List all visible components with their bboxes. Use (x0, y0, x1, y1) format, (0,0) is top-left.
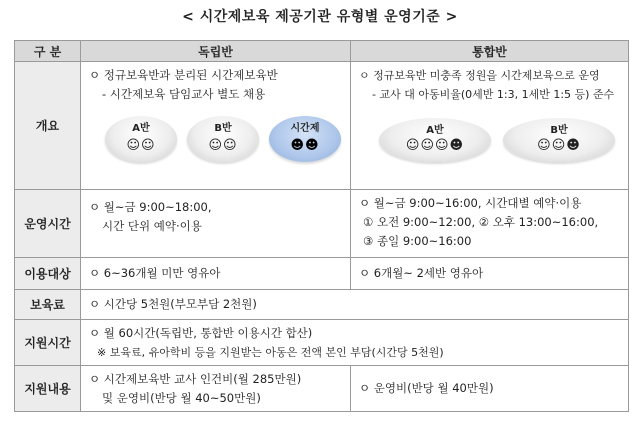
support-hours-cell (81, 320, 629, 366)
child-icons: ☻☻ (290, 138, 320, 153)
target-independent-cell (81, 258, 351, 290)
page-title: < 시간제보육 제공기관 유형별 운영기준 > (182, 9, 458, 25)
row-label-target: 이용대상 (15, 258, 81, 290)
overview-integrated-line2: - 교사 대 아동비율(0세반 1:3, 1세반 1:5 등) 준수 (372, 88, 615, 101)
class-group-label: 시간제 (290, 123, 320, 134)
criteria-table (14, 40, 629, 412)
child-icons: ☺☺☺☻ (405, 138, 465, 153)
class-group-label: B반 (550, 125, 568, 136)
overview-integrated-line1: ㅇ 정규보육반 미충족 정원을 시간제보육으로 운영 (359, 69, 600, 82)
row-label-support-content: 지원내용 (15, 366, 81, 412)
hours-integrated-line3: ③ 종일 9:00~16:00 (363, 234, 472, 248)
row-support-hours (15, 320, 629, 366)
support-content-independent-line2: 및 운영비(반당 월 40~50만원) (102, 391, 261, 405)
hours-integrated-line1: ㅇ 월~금 9:00~16:00, 시간대별 예약·이용 (359, 196, 582, 210)
row-label-hours: 운영시간 (15, 190, 81, 258)
header-independent: 독립반 (81, 41, 351, 62)
support-hours-note: ※ 보육료, 유아학비 등을 지원받는 아동은 전액 본인 부담(시간당 5천원) (97, 346, 444, 359)
child-icons: ☺☺ (208, 138, 238, 153)
class-group-time-based (269, 116, 341, 162)
row-label-support-hours: 지원시간 (15, 320, 81, 366)
target-integrated-text: ㅇ 6개월~ 2세반 영유아 (359, 266, 484, 280)
hours-integrated-cell (351, 190, 629, 258)
class-group-b (503, 118, 615, 162)
fee-text: ㅇ 시간당 5천원(부모부담 2천원) (89, 297, 257, 311)
row-label-fee: 보육료 (15, 290, 81, 320)
overview-independent-cell (81, 62, 351, 190)
overview-independent-line2: - 시간제보육 담임교사 별도 채용 (102, 87, 266, 101)
hours-integrated-line2: ① 오전 9:00~12:00, ② 오후 13:00~16:00, (363, 215, 599, 229)
child-icons: ☺☺ (126, 138, 156, 153)
row-hours (15, 190, 629, 258)
support-content-independent-line1: ㅇ 시간제보육반 교사 인건비(월 285만원) (89, 372, 302, 386)
class-group-label: B반 (214, 123, 232, 134)
header-integrated: 통합반 (351, 41, 629, 62)
header-row (15, 41, 629, 62)
target-integrated-cell (351, 258, 629, 290)
row-label-overview: 개요 (15, 62, 81, 190)
child-icons: ☺☺☻ (537, 138, 581, 153)
fee-cell (81, 290, 629, 320)
target-independent-text: ㅇ 6~36개월 미만 영유아 (89, 266, 221, 280)
class-group-label: A반 (426, 125, 444, 136)
class-group-a (379, 118, 491, 162)
overview-independent-line1: ㅇ 정규보육반과 분리된 시간제보육반 (89, 68, 278, 82)
row-support-content (15, 366, 629, 412)
support-hours-line1: ㅇ 월 60시간(독립반, 통합반 이용시간 합산) (89, 326, 313, 340)
row-fee (15, 290, 629, 320)
row-overview (15, 62, 629, 190)
class-group-label: A반 (132, 123, 150, 134)
class-group-a (105, 116, 177, 162)
header-category: 구 분 (15, 41, 81, 62)
integrated-class-diagram (359, 114, 622, 166)
row-target (15, 258, 629, 290)
support-content-integrated-cell (351, 366, 629, 412)
class-group-b (187, 116, 259, 162)
hours-independent-line2: 시간 단위 예약·이용 (102, 219, 202, 233)
hours-independent-cell (81, 190, 351, 258)
hours-independent-line1: ㅇ 월~금 9:00~18:00, (89, 200, 212, 214)
support-content-integrated-text: ㅇ 운영비(반당 월 40만원) (359, 381, 494, 395)
support-content-independent-cell (81, 366, 351, 412)
independent-class-diagram (89, 114, 344, 166)
overview-integrated-cell (351, 62, 629, 190)
